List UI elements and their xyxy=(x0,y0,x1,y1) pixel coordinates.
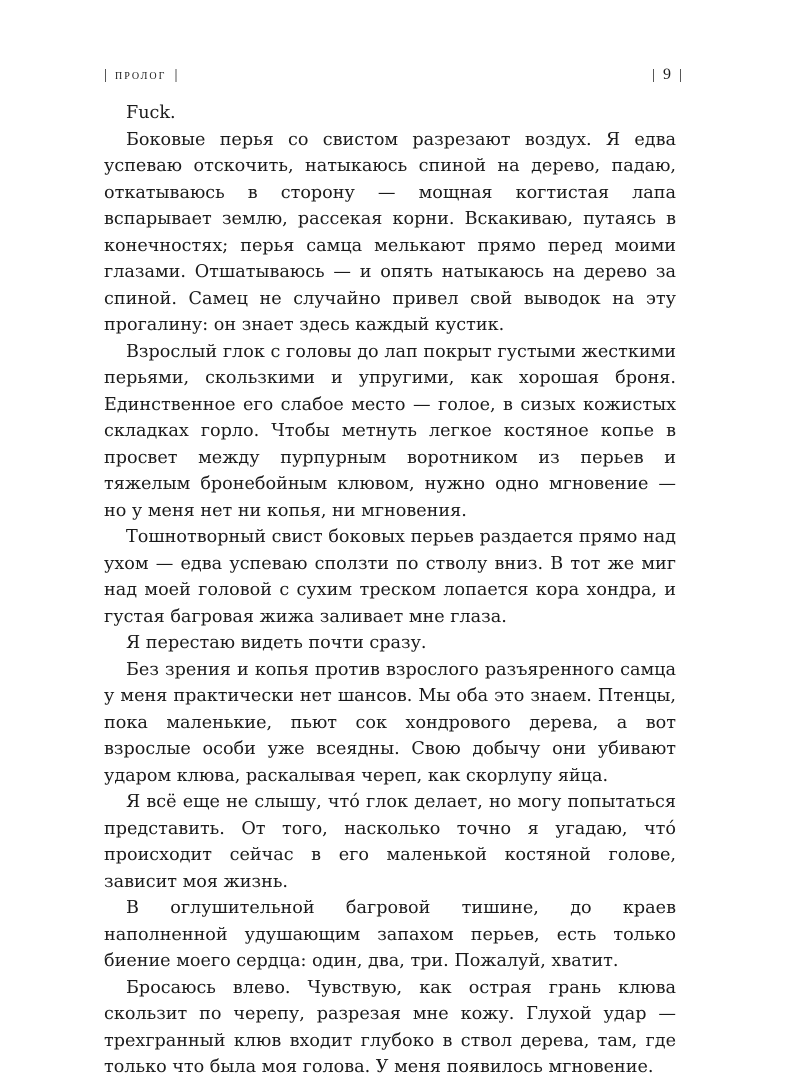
page-number: 9 xyxy=(662,66,671,83)
running-header xyxy=(96,64,690,86)
header-right xyxy=(644,66,690,84)
paragraph: Боковые перья со свистом разрезают воздух. Я едва успеваю отскочить, натыкаюсь спиной на дерево, падаю, откатываюсь в сторону — мощная когтистая лапа вспарывает землю, рассекая корни. Вскакиваю, путаясь в конечностях; перья самца мелькают прямо перед моими глазами. Отшатываюсь — и опять натыкаюсь на дерево за спиной. Самец не случайно привел свой выводок на эту прогалину: он знает здесь каждый кустик. xyxy=(104,129,676,335)
paragraph: Я всё еще не слышу, что́ глок делает, но могу попытаться представить. От того, насколько точно я угадаю, что́ происходит сейчас в его маленькой костяной голове, зависит моя жизнь. xyxy=(104,792,676,892)
body-text xyxy=(104,100,676,1081)
paragraph: Бросаюсь влево. Чувствую, как острая грань клюва скользит по черепу, разрезая мне кожу. Глухой удар — трехгранный клюв входит глубоко в ствол дерева, там, где только что была моя голова. У меня появилось мгновение. xyxy=(104,977,676,1077)
header-left xyxy=(96,67,185,84)
header-bar-left-close: | xyxy=(174,66,178,83)
paragraph: Тошнотворный свист боковых перьев раздается прямо над ухом — едва успеваю сползти по стволу вниз. В тот же миг над моей головой с сухим треском лопается кора хондра, и густая багровая жижа заливает мне глаза. xyxy=(104,527,676,627)
paragraph: Fuck. xyxy=(126,103,176,123)
paragraph: Без зрения и копья против взрослого разъяренного самца у меня практически нет шансов. Мы оба это знаем. Птенцы, пока маленькие, пьют сок хондрового дерева, а вот взрослые особи уже всеядны. Свою добычу они убивают ударом клюва, раскалывая череп, как скорлупу яйца. xyxy=(104,659,676,786)
paragraph: В оглушительной багровой тишине, до краев наполненной удушающим запахом перьев, есть только биение моего сердца: один, два, три. Пожалуй, хватит. xyxy=(104,898,676,971)
paragraph: Взрослый глок с головы до лап покрыт густыми жесткими перьями, скользкими и упругими, как хорошая броня. Единственное его слабое место — голое, в сизых кожистых складках горло. Чтобы метнуть легкое костяное копье в просвет между пурпурным воротником из перьев и тяжелым бронебойным клювом, нужно одно мгновение — но у меня нет ни копья, ни мгновения. xyxy=(104,341,676,521)
chapter-title: пролог xyxy=(115,67,167,83)
header-bar-right: | xyxy=(651,67,655,83)
header-bar-right-close: | xyxy=(678,67,682,83)
header-bar-left: | xyxy=(104,66,108,83)
paragraph: Я перестаю видеть почти сразу. xyxy=(126,633,427,653)
